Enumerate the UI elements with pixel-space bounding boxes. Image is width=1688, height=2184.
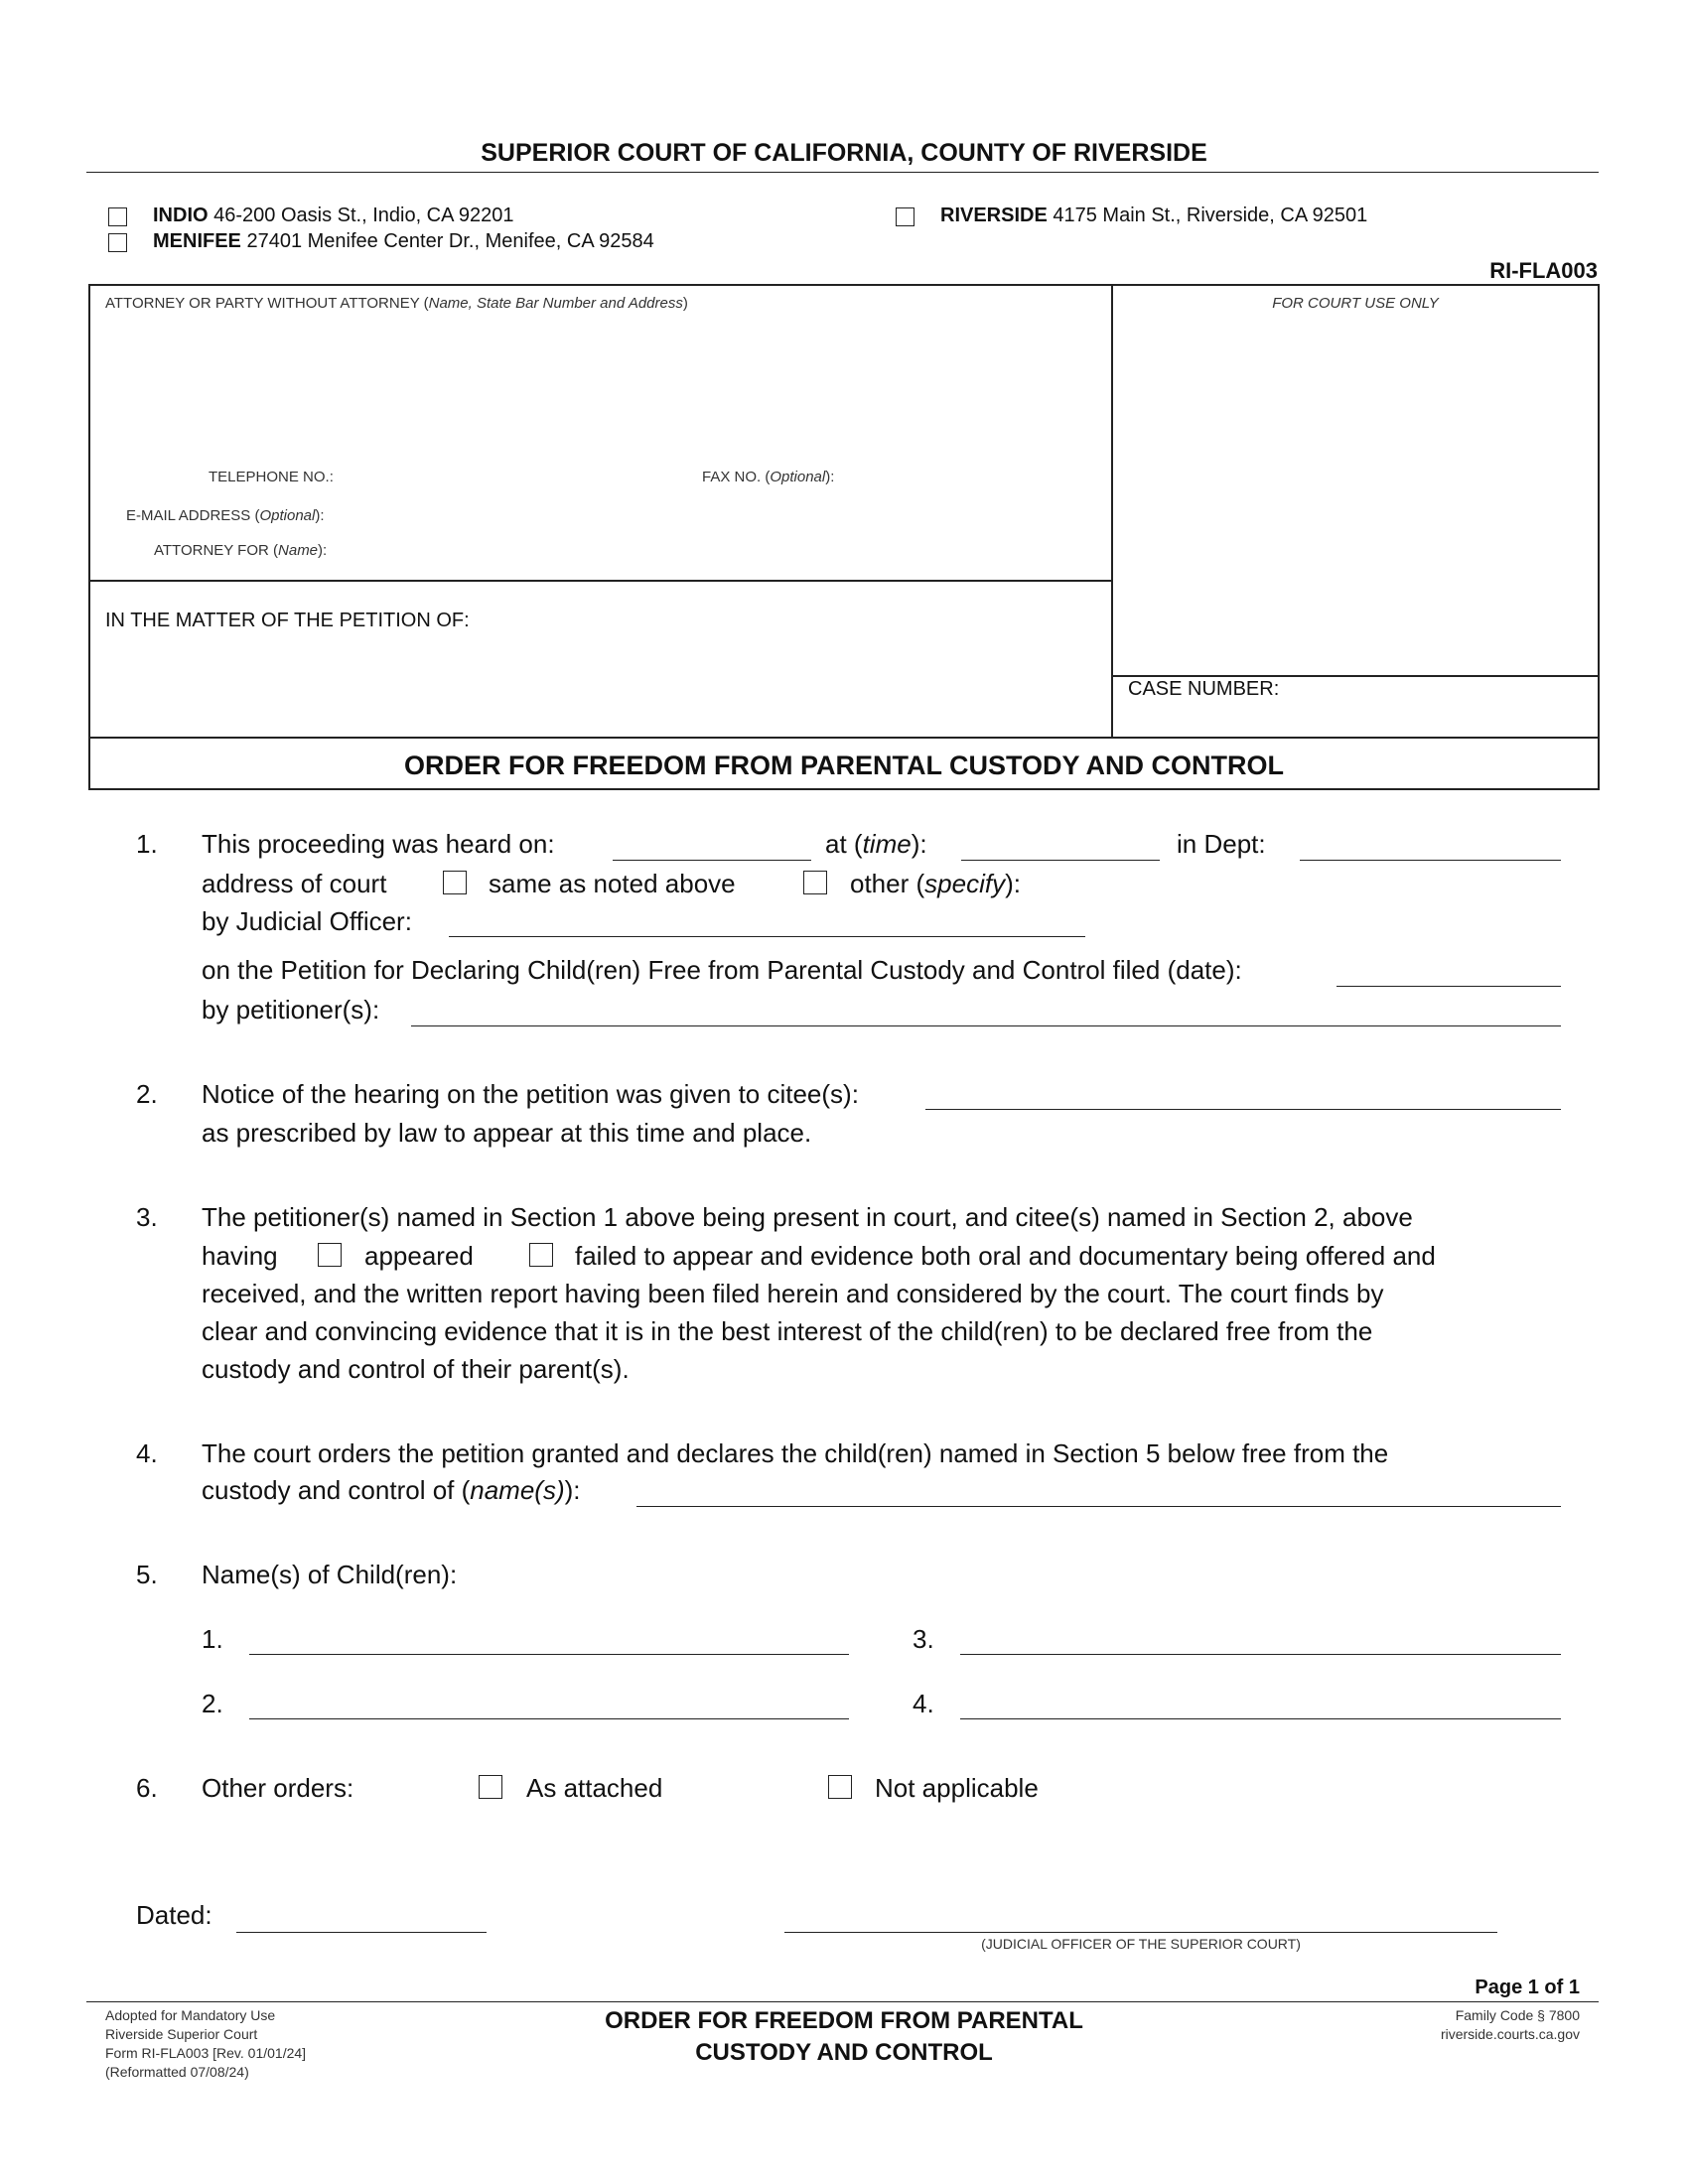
not-applicable-label: Not applicable [875,1773,1039,1803]
telephone-label: TELEPHONE NO.: [209,469,334,485]
footer-right-1: Family Code § 7800 [1455,2007,1580,2023]
time-label: at (time): [825,829,927,859]
section4-line2: custody and control of (name(s)): [202,1475,581,1505]
child-number-4: 4. [913,1689,934,1718]
heard-on-date-line[interactable] [613,860,811,861]
page-number: Page 1 of 1 [1475,1977,1580,1998]
address-of-court-label: address of court [202,869,387,898]
appeared-checkbox[interactable] [318,1243,342,1267]
dept-label: in Dept: [1177,829,1266,859]
item-number-2: 2. [136,1079,158,1109]
section3-line1: The petitioner(s) named in Section 1 above being present in court, and citee(s) named in Section 2, above [202,1202,1413,1232]
other-orders-label: Other orders: [202,1773,354,1803]
same-as-above-label: same as noted above [489,869,736,898]
fax-label: FAX NO. (Optional): [702,469,835,485]
attorney-box-bottom [88,580,1112,582]
same-as-above-checkbox[interactable] [443,871,467,894]
as-attached-label: As attached [526,1773,663,1803]
child-2-line[interactable] [249,1718,849,1719]
as-attached-checkbox[interactable] [479,1775,502,1799]
child-4-line[interactable] [960,1718,1561,1719]
dated-line[interactable] [236,1932,487,1933]
attorney-label: ATTORNEY OR PARTY WITHOUT ATTORNEY (Name, State Bar Number and Address) [105,295,688,312]
riverside-location: RIVERSIDE 4175 Main St., Riverside, CA 92501 [940,205,1368,226]
other-address-label: other (specify): [850,869,1021,898]
form-code: RI-FLA003 [1489,258,1598,283]
child-3-line[interactable] [960,1654,1561,1655]
attorney-for-label: ATTORNEY FOR (Name): [154,542,328,559]
menifee-checkbox[interactable] [108,233,127,252]
riverside-checkbox[interactable] [896,207,914,226]
judicial-officer-label: by Judicial Officer: [202,906,412,936]
item-number-5: 5. [136,1560,158,1589]
menifee-location: MENIFEE 27401 Menifee Center Dr., Menifee, CA 92584 [153,230,654,252]
child-number-1: 1. [202,1624,223,1654]
dept-line[interactable] [1300,860,1561,861]
item-number-1: 1. [136,829,158,859]
indio-location: INDIO 46-200 Oasis St., Indio, CA 92201 [153,205,514,226]
email-label: E-MAIL ADDRESS (Optional): [126,507,325,524]
failed-to-appear-checkbox[interactable] [529,1243,553,1267]
court-title: SUPERIOR COURT OF CALIFORNIA, COUNTY OF RIVERSIDE [481,139,1207,167]
child-number-2: 2. [202,1689,223,1718]
time-line[interactable] [961,860,1160,861]
child-number-3: 3. [913,1624,934,1654]
officer-signature-line[interactable] [784,1932,1497,1933]
other-address-checkbox[interactable] [803,871,827,894]
dated-label: Dated: [136,1900,212,1930]
item-number-3: 3. [136,1202,158,1232]
footer-left-2: Riverside Superior Court [105,2026,258,2042]
footer-left-3: Form RI-FLA003 [Rev. 01/01/24] [105,2045,307,2061]
footer-left-1: Adopted for Mandatory Use [105,2007,276,2023]
officer-caption: (JUDICIAL OFFICER OF THE SUPERIOR COURT) [981,1936,1301,1952]
indio-checkbox[interactable] [108,207,127,226]
item-number-4: 4. [136,1438,158,1468]
header-rule [86,172,1599,173]
not-applicable-checkbox[interactable] [828,1775,852,1799]
petitioners-line[interactable] [411,1025,1561,1026]
petition-filed-label: on the Petition for Declaring Child(ren) Free from Parental Custody and Control filed (date): [202,955,1242,985]
petition-filed-date-line[interactable] [1336,986,1561,987]
section3-line4: clear and convincing evidence that it is in the best interest of the child(ren) to be declared free from the [202,1316,1373,1346]
caption-divider [1111,284,1113,739]
having-label: having [202,1241,278,1271]
footer-left-4: (Reformatted 07/08/24) [105,2064,249,2080]
court-use-label: FOR COURT USE ONLY [1272,295,1439,312]
matter-label: IN THE MATTER OF THE PETITION OF: [105,610,470,631]
section3-line3: received, and the written report having been filed herein and considered by the court. The court finds by [202,1279,1384,1308]
parents-names-line[interactable] [636,1506,1561,1507]
child-1-line[interactable] [249,1654,849,1655]
form-title: ORDER FOR FREEDOM FROM PARENTAL CUSTODY AND CONTROL [403,751,1284,780]
failed-to-appear-label: failed to appear and evidence both oral and documentary being offered and [575,1241,1436,1271]
appeared-label: appeared [364,1241,474,1271]
footer-title-2: CUSTODY AND CONTROL [695,2039,993,2066]
by-petitioners-label: by petitioner(s): [202,995,380,1024]
footer-rule [86,2001,1599,2002]
case-number-label: CASE NUMBER: [1128,678,1280,700]
footer-right-2: riverside.courts.ca.gov [1440,2026,1580,2042]
section4-line1: The court orders the petition granted and declares the child(ren) named in Section 5 below free from the [202,1438,1389,1468]
children-label: Name(s) of Child(ren): [202,1560,458,1589]
section3-line5: custody and control of their parent(s). [202,1354,630,1384]
footer-title-1: ORDER FOR FREEDOM FROM PARENTAL [605,2007,1083,2034]
heard-on-label: This proceeding was heard on: [202,829,555,859]
case-number-top [1111,675,1600,677]
citees-line[interactable] [925,1109,1561,1110]
notice-label: Notice of the hearing on the petition was given to citee(s): [202,1079,859,1109]
item-number-6: 6. [136,1773,158,1803]
prescribed-text: as prescribed by law to appear at this time and place. [202,1118,812,1148]
judicial-officer-line[interactable] [449,936,1085,937]
